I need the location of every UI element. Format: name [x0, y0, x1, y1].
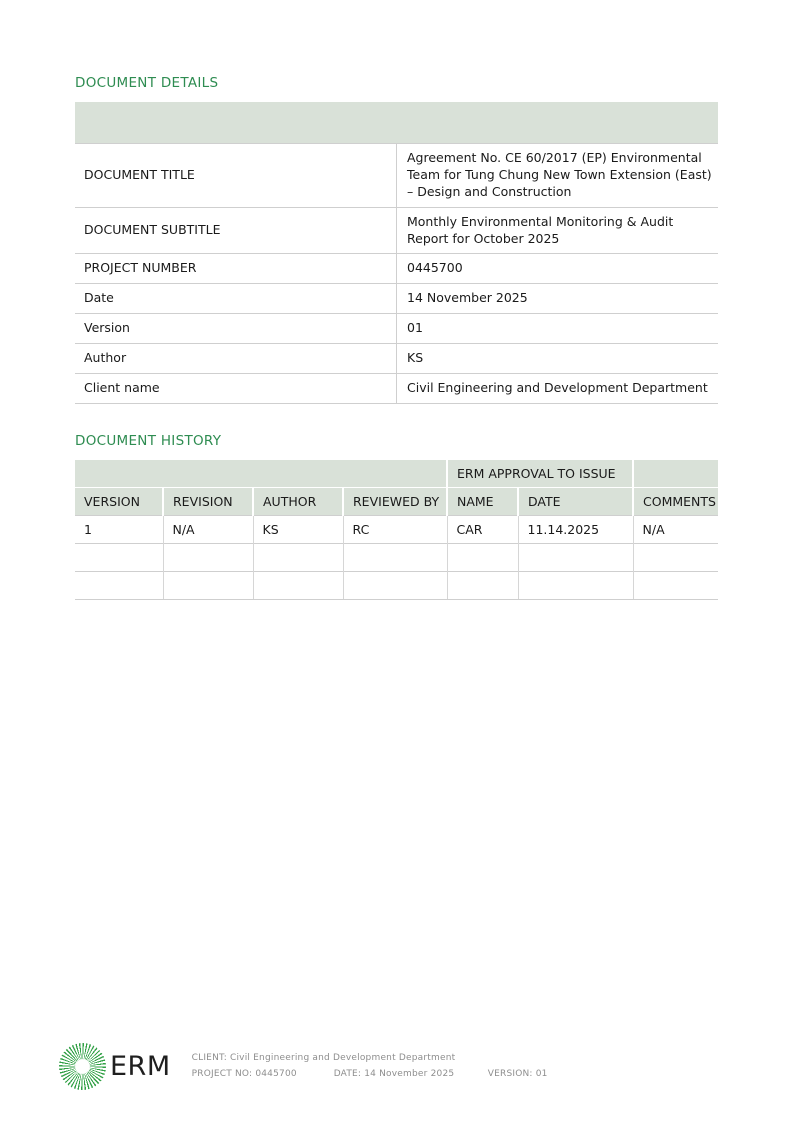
- history-cell: N/A: [633, 515, 718, 543]
- details-label: DOCUMENT TITLE: [75, 144, 397, 208]
- history-col-revision: REVISION: [163, 487, 253, 515]
- erm-logo-text: ERM: [110, 1051, 171, 1082]
- details-row-subtitle: [75, 207, 718, 254]
- history-cell: N/A: [163, 515, 253, 543]
- details-header-band-cell: [75, 102, 718, 144]
- history-cell: [518, 571, 633, 599]
- details-row-client: [75, 373, 718, 403]
- details-value: 01: [397, 314, 719, 344]
- details-label: PROJECT NUMBER: [75, 254, 397, 284]
- history-col-name: NAME: [447, 487, 518, 515]
- details-value: 14 November 2025: [397, 284, 719, 314]
- history-cell: [633, 571, 718, 599]
- history-cell: [75, 571, 163, 599]
- history-cell: [163, 543, 253, 571]
- footer-project-no: PROJECT NO: 0445700: [191, 1069, 297, 1079]
- details-row-author: [75, 344, 718, 374]
- history-cell: [343, 571, 447, 599]
- history-col-author: AUTHOR: [253, 487, 343, 515]
- details-row-project-number: [75, 254, 718, 284]
- history-group-header-row: [75, 460, 718, 488]
- page-footer: [59, 1043, 548, 1090]
- history-cell: KS: [253, 515, 343, 543]
- history-group-spacer-left: [75, 460, 447, 488]
- history-col-comments: COMMENTS: [633, 487, 718, 515]
- history-cell: CAR: [447, 515, 518, 543]
- history-empty-row: [75, 543, 718, 571]
- details-row-title: [75, 144, 718, 208]
- history-column-header-row: [75, 487, 718, 515]
- footer-version: VERSION: 01: [487, 1069, 548, 1079]
- history-cell: [343, 543, 447, 571]
- history-col-date: DATE: [518, 487, 633, 515]
- document-details-table: [75, 102, 718, 404]
- details-value: 0445700: [397, 254, 719, 284]
- details-header-band: [75, 102, 718, 144]
- details-label: Author: [75, 344, 397, 374]
- history-empty-row: [75, 571, 718, 599]
- history-cell: [253, 571, 343, 599]
- history-cell: [163, 571, 253, 599]
- history-cell: [253, 543, 343, 571]
- footer-meta-line: [192, 1070, 548, 1079]
- history-data-row: [75, 515, 718, 543]
- erm-sunburst-logo-icon: [59, 1043, 106, 1090]
- details-row-version: [75, 314, 718, 344]
- history-cell: [447, 543, 518, 571]
- details-value: KS: [397, 344, 719, 374]
- footer-meta: [192, 1054, 548, 1079]
- details-label: DOCUMENT SUBTITLE: [75, 207, 397, 254]
- history-cell: 1: [75, 515, 163, 543]
- history-group-spacer-right: [633, 460, 718, 488]
- details-value: Agreement No. CE 60/2017 (EP) Environmental Team for Tung Chung New Town Extension (East) – Design and Construction: [397, 144, 719, 208]
- history-cell: [518, 543, 633, 571]
- history-heading: DOCUMENT HISTORY: [75, 432, 222, 449]
- details-label: Client name: [75, 373, 397, 403]
- details-heading: DOCUMENT DETAILS: [75, 75, 219, 91]
- details-value: Monthly Environmental Monitoring & Audit Report for October 2025: [397, 207, 719, 254]
- history-cell: 11.14.2025: [518, 515, 633, 543]
- history-cell: RC: [343, 515, 447, 543]
- details-label: Version: [75, 314, 397, 344]
- history-col-version: VERSION: [75, 487, 163, 515]
- details-row-date: [75, 284, 718, 314]
- history-cell: [633, 543, 718, 571]
- history-col-reviewed-by: REVIEWED BY: [343, 487, 447, 515]
- history-cell: [75, 543, 163, 571]
- history-group-label: ERM APPROVAL TO ISSUE: [447, 460, 633, 488]
- page-content: [75, 75, 718, 600]
- footer-client-line: CLIENT: Civil Engineering and Development Department: [191, 1053, 456, 1063]
- details-label: Date: [75, 284, 397, 314]
- details-value: Civil Engineering and Development Department: [397, 373, 719, 403]
- footer-date: DATE: 14 November 2025: [333, 1069, 455, 1079]
- document-history-table: [75, 460, 718, 600]
- history-cell: [447, 571, 518, 599]
